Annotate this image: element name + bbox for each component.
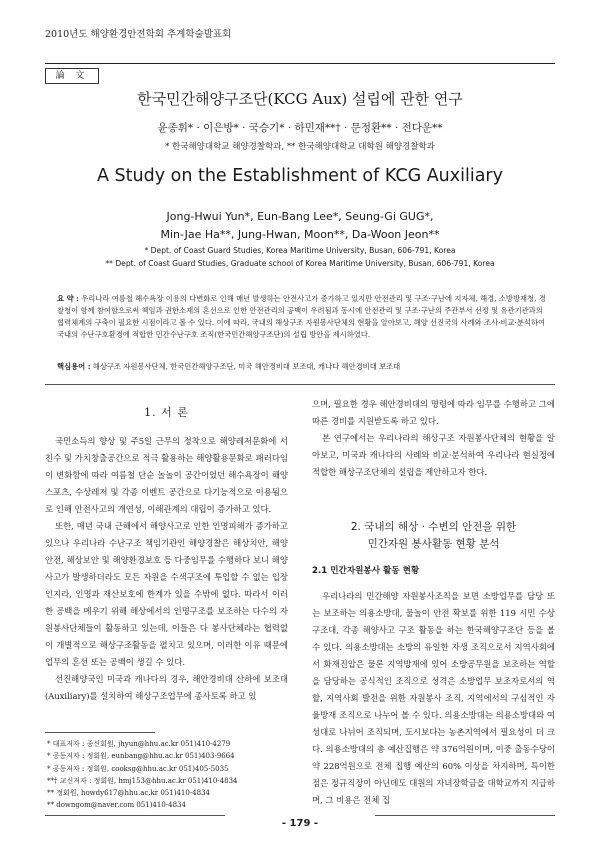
right-column: [312, 396, 555, 809]
affiliation-english: [0, 244, 600, 270]
page-number: - 179 -: [281, 818, 319, 829]
affiliation-english-line: ** Dept. of Coast Guard Studies, Graduate school of Korea Maritime University, Busan, 606-791, Korea: [105, 259, 495, 268]
title-korean: 한국민간해양구조단(KCG Aux) 설립에 관한 연구: [137, 90, 463, 108]
section-1-paragraph: 본 연구에서는 우리나라의 해상구조 자원봉사단체의 현황을 알아보고, 미국과 캐나다의 사례와 비교·분석하여 우리나라 현실정에 적합한 해상구조단체의 설립을 제안하고자 한다.: [312, 433, 555, 477]
section-1-title: 1. 서 론: [144, 406, 189, 419]
keywords: [57, 362, 549, 372]
section-1-paragraph: 국민소득의 향상 및 주5일 근무의 정착으로 해양레저문화에 서 친수 및 가치창출공간으로 적극 활용하는 해양활용문화로 패러다임이 변화함에 따라 여름철 단순 놀놀이 공간이었던 해수욕장이 해양스포츠, 수상레저 및 각종 이벤트 공간으로 다기능적으로 이용됨으로 인해 안전사고의 개연성, 이해관계의 대립이 증가하고 있다.: [45, 436, 288, 514]
section-2-1-paragraph: 우리나라의 민간해양 자원봉사조직을 보면 소방업무를 담당 또는 보조하는 의용소방대, 물놀이 안전 확보를 위한 119 시민 수상구조대, 각종 해양사고 구조 활동을 하는 한국해양구조단 등을 볼 수 있다. 의용소방대는 소방의 유일한 자생 조직으로서 지역사회에서 화재진압은 물론 지역방재에 있어 소방공무원을 보조하는 역할을 담당하는 공식적인 조직으로 성격은 소방업무 보조자로서의 역할, 지역사회 발전을 위한 자원봉사 조직, 지역에서의 구심적인 자율방재 조직으로 나누어 볼 수 있다. 의용소방대는 의용소방대와 여성대로 나뉘어 조직되며, 도시보다는 농촌지역에서 필요성이 더 크다. 의용소방대의 총 예산집행은 약 376억원이며, 이중 출동수당이 약 228억원으로 전체 집행 예산의 60% 이상을 차지하며, 특이한 점은 정규직장이 아닌데도 대원의 자녀장학금을 대학교까지 지급하며, 그 비용은 전체 집: [312, 591, 555, 805]
section-2-title: [312, 519, 555, 553]
left-column: [45, 400, 288, 705]
page-number-rule-left: [45, 815, 225, 816]
keywords-label: 핵심용어 :: [57, 362, 91, 371]
footnotes: [47, 738, 297, 812]
section-1-paragraph-cont: 으며, 필요한 경우 해안경비대의 명령에 따라 임무를 수행하고 그에 따른 경비를 지원받도록 하고 있다.: [312, 399, 555, 426]
footnote: * 대표저자 : 종신회원, jhyun@hhu.ac.kr 051)410-4279: [47, 740, 231, 748]
subsection-2-1-title: 2.1 민간자원봉사 활동 현황: [312, 566, 420, 576]
header-rule: [45, 63, 555, 64]
affiliation-english-line: * Dept. of Coast Guard Studies, Korea Maritime University, Busan, 606-791, Korea: [144, 246, 456, 255]
authors-english: [0, 208, 600, 244]
section-1-paragraph: 또한, 매년 국내 근해에서 해양사고로 인한 인명피해가 증가하고 있으나 우리나라 수난구조 책임기관인 해양경찰은 해상치안, 해양안전, 해상보안 및 해양환경보호 등 다중임무를 수행하다 보니 해양사고가 발생하더라도 모든 자원을 수색구조에 투입할 수 없는 입장인지라, 인명과 재산보호에 한계가 있을 수밖에 없다. 따라서 이러한 공백을 메우기 위해 해상에서의 인명구조를 보조하는 다수의 자원봉사단체들이 활동하고 있는데, 이들은 다 봉사단체라는 협력없이 개별적으로 해상구조활동을 펼치고 있으며, 이러한 이유 때문에 업무의 혼선 또는 공백이 생길 수 있다.: [45, 521, 288, 667]
title-english: A Study on the Establishment of KCG Auxiliary: [97, 166, 503, 186]
authors-korean: 윤종휘* · 이은방* · 국승기* · 하민재**† · 문정환** · 전다운**: [157, 122, 443, 134]
footnote: ** 정회원, howdy617@hhu.ac.kr 051)410-4834: [47, 789, 210, 798]
footnote: * 공동저자 : 정회원, eunbang@hhu.ac.kr 051)403-9664: [47, 752, 235, 761]
authors-english-line: Min-Jae Ha**, Jung-Hwan, Moon**, Da-Woon Jeon**: [160, 228, 440, 241]
affiliation-korean: * 한국해양대학교 해양경찰학과, ** 한국해양대학교 대학원 해양경찰학과: [165, 142, 435, 152]
conference-header: 2010년도 해양환경안전학회 추계학술발표회: [45, 29, 232, 40]
footnote-rule: [45, 732, 155, 733]
abstract-rule: [45, 384, 555, 385]
section-2-title-line: 2. 국내의 해상 · 수변의 안전을 위한: [350, 521, 517, 533]
section-1-paragraph: 선진해양국인 미국과 캐나다의 경우, 해안경비대 산하에 보조대(Auxiliary)를 설치하여 해상구조업무에 종사토록 하고 있: [45, 674, 288, 701]
page-number-rule-right: [375, 815, 555, 816]
footnote: **† 교신저자 : 정회원, hmj153@hhu.ac.kr 051)410-4834: [47, 776, 238, 785]
keywords-text: 해상구조 자원봉사단체, 한국민간해양구조단, 미국 해안경비대 보조대, 캐나다 해안경비대 보조대: [92, 362, 401, 371]
paper-type-tag: 論 文: [45, 68, 99, 84]
footnote: * 공동저자 : 정회원, cooksg@hhu.ac.kr 051)405-5035: [47, 764, 229, 773]
abstract-label: 요 약 :: [57, 294, 79, 303]
authors-english-line: Jong-Hwui Yun*, Eun-Bang Lee*, Seung-Gi GUG*,: [166, 210, 434, 223]
abstract: [57, 293, 549, 341]
section-2-title-line: 민간자원 봉사활동 현황 분석: [367, 538, 500, 550]
footnote: ** downgom@naver.com 051)410-4834: [47, 801, 186, 810]
abstract-text: 우리나라 여름철 해수욕장 이용의 다변화로 인해 매년 발생하는 안전사고가 증가하고 있지만 안전관리 및 구조·구난에 지자체, 해경, 소방방재청, 경찰청이 함께 참여함으로써 책임과 권한소재의 혼선으로 인한 안전관리의 공백이 우려됨과 동시에 안전관리 및 구조·구난의 주관부서 선정 및 유관기관과의 협력체계의 구축이 필요한 시점이라고 볼 수 있다. 이에 따라, 국내의 해상구조 자원봉사단체의 현황을 알아보고, 해양 선진국의 사례와 조사·비교·분석하여 국내의 수난구호환경에 적합한 민간수난구호 조직(한국민간해양구조단)의 설립 방안을 제시하였다.: [57, 294, 546, 339]
